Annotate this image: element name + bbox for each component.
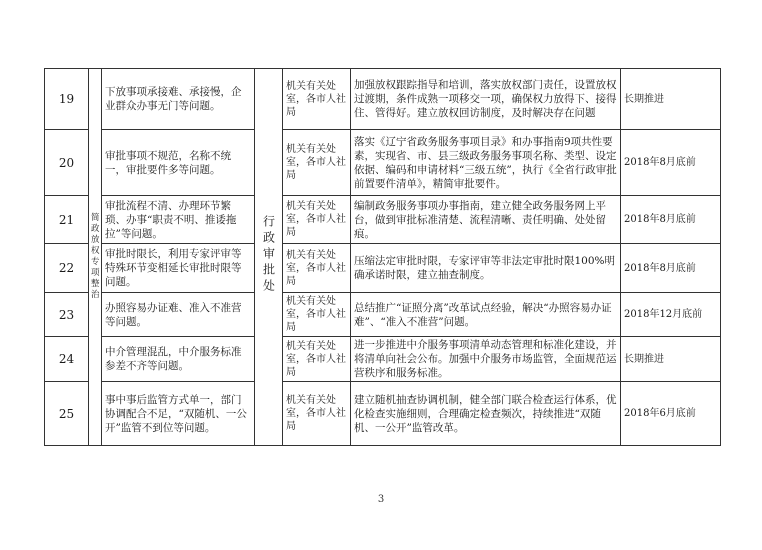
deadline-cell: 长期推进: [621, 337, 721, 382]
responsible-org-cell: 机关有关处室，各市人社局: [283, 196, 351, 244]
problem-cell: 办照容易办证难、准入不准营等问题。: [102, 293, 255, 337]
table-row: [45, 196, 721, 244]
table-row: [45, 382, 721, 446]
page-number: 3: [377, 494, 385, 505]
deadline-cell: 2018年12月底前: [621, 293, 721, 337]
deadline-cell: 2018年8月底前: [621, 196, 721, 244]
deadline-cell: 2018年6月底前: [621, 382, 721, 446]
table-row: [45, 293, 721, 337]
reform-task-table: [44, 68, 721, 446]
table-row: [45, 244, 721, 293]
measure-cell: 总结推广“证照分离”改革试点经验，解决“办照容易办证难”、“准入不准营”问题。: [351, 293, 621, 337]
category-cell: [89, 69, 102, 446]
deadline-cell: 2018年8月底前: [621, 130, 721, 196]
measure-cell: 加强放权跟踪指导和培训，落实放权部门责任，设置放权过渡期，条件成熟一项移交一项，确保权力放得下、接得住、管得好。建立放权回访制度，及时解决存在问题: [351, 69, 621, 130]
table-row: [45, 337, 721, 382]
measure-cell: 压缩法定审批时限，专家评审等非法定审批时限100%明确承诺时限，建立抽查制度。: [351, 244, 621, 293]
table-row: [45, 69, 721, 130]
row-number: 24: [45, 337, 89, 382]
problem-cell: 审批时限长，利用专家评审等特殊环节变相延长审批时限等问题。: [102, 244, 255, 293]
measure-cell: 编制政务服务事项办事指南，建立健全政务服务网上平台，做到审批标准清楚、流程清晰、责任明确、处处留痕。: [351, 196, 621, 244]
row-number: 23: [45, 293, 89, 337]
measure-cell: 建立随机抽查协调机制，健全部门联合检查运行体系，优化检查实施细则，合理确定检查频次，持续推进“双随机、一公开”监管改革。: [351, 382, 621, 446]
category-label: 简政放权专项整治: [91, 213, 100, 300]
row-number: 21: [45, 196, 89, 244]
row-number: 19: [45, 69, 89, 130]
row-number: 25: [45, 382, 89, 446]
responsible-org-cell: 机关有关处室，各市人社局: [283, 337, 351, 382]
responsible-org-cell: 机关有关处室，各市人社局: [283, 130, 351, 196]
deadline-cell: 2018年8月底前: [621, 244, 721, 293]
row-number: 20: [45, 130, 89, 196]
problem-cell: 审批事项不规范，名称不统一，审批要件多等问题。: [102, 130, 255, 196]
problem-cell: 审批流程不清、办理环节繁琐、办事“职责不明、推诿拖拉”等问题。: [102, 196, 255, 244]
row-number: 22: [45, 244, 89, 293]
problem-cell: 中介管理混乱，中介服务标准参差不齐等问题。: [102, 337, 255, 382]
measure-cell: 落实《辽宁省政务服务事项目录》和办事指南9项共性要素，实现省、市、县三级政务服务事项名称、类型、设定依据、编码和申请材料“三级五统”，执行《全省行政审批前置要件清单》，精简审批要件。: [351, 130, 621, 196]
department-group-cell: [255, 69, 283, 446]
responsible-org-cell: 机关有关处室，各市人社局: [283, 382, 351, 446]
problem-cell: 下放事项承接难、承接慢，企业群众办事无门等问题。: [102, 69, 255, 130]
department-group-label: 行政审批处: [261, 215, 276, 295]
problem-cell: 事中事后监管方式单一，部门协调配合不足，“双随机、一公开”监管不到位等问题。: [102, 382, 255, 446]
table-row: [45, 130, 721, 196]
responsible-org-cell: 机关有关处室，各市人社局: [283, 69, 351, 130]
responsible-org-cell: 机关有关处室，各市人社局: [283, 244, 351, 293]
deadline-cell: 长期推进: [621, 69, 721, 130]
measure-cell: 进一步推进中介服务事项清单动态管理和标准化建设，并将清单向社会公布。加强中介服务市场监管，全面规范运营秩序和服务标准。: [351, 337, 621, 382]
responsible-org-cell: 机关有关处室，各市人社局: [283, 293, 351, 337]
